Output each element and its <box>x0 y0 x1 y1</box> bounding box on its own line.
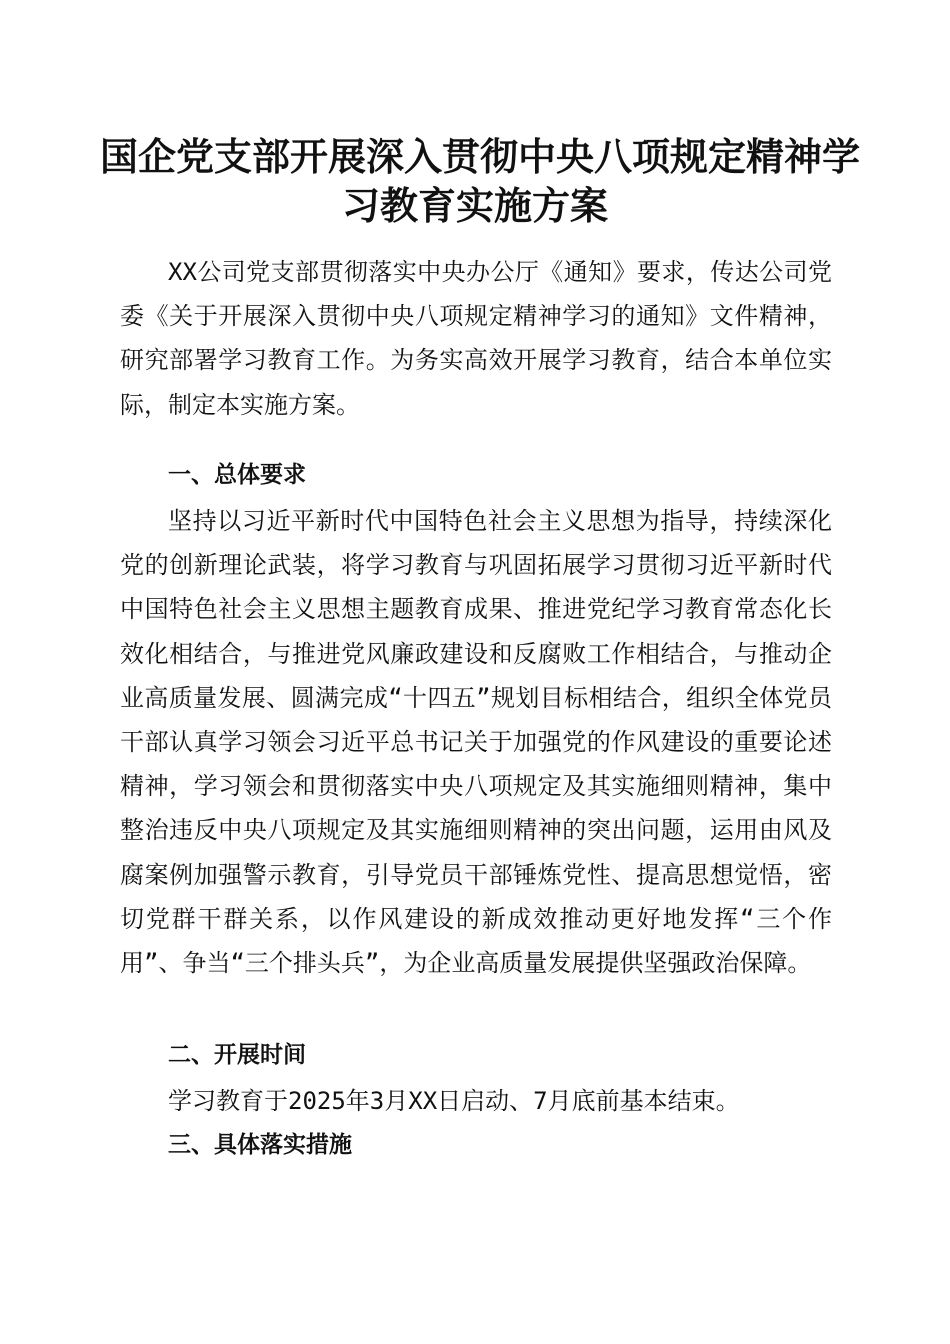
section-body-schedule: 学习教育于2025年3月XX日启动、7月底前基本结束。 <box>168 1087 740 1115</box>
title-line-2: 习教育实施方案 <box>341 183 608 228</box>
section-heading-measures: 三、具体落实措施 <box>168 1132 352 1158</box>
title-line-1: 国企党支部开展深入贯彻中央八项规定精神学 <box>100 134 861 179</box>
section-heading-schedule: 二、开展时间 <box>168 1042 306 1068</box>
document-title <box>100 132 861 230</box>
intro-paragraph: XX公司党支部贯彻落实中央办公厅《通知》要求，传达公司党委《关于开展深入贯彻中央八项规定精神学习的通知》文件精神，研究部署学习教育工作。为务实高效开展学习教育，结合本单位实际，制定本实施方案。 <box>120 258 832 419</box>
section-body-overall-requirements: 坚持以习近平新时代中国特色社会主义思想为指导，持续深化党的创新理论武装，将学习教育与巩固拓展学习贯彻习近平新时代中国特色社会主义思想主题教育成果、推进党纪学习教育常态化长效化相结合，与推进党风廉政建设和反腐败工作相结合，与推动企业高质量发展、圆满完成“十四五”规划目标相结合，组织全体党员干部认真学习领会习近平总书记关于加强党的作风建设的重要论述精神，学习领会和贯彻落实中央八项规定及其实施细则精神，集中整治违反中央八项规定及其实施细则精神的突出问题，运用由风及腐案例加强警示教育，引导党员干部锤炼党性、提高思想觉悟，密切党群干群关系，以作风建设的新成效推动更好地发挥“三个作用”、争当“三个排头兵”，为企业高质量发展提供坚强政治保障。 <box>120 507 832 978</box>
section-heading-overall-requirements: 一、总体要求 <box>168 462 306 488</box>
